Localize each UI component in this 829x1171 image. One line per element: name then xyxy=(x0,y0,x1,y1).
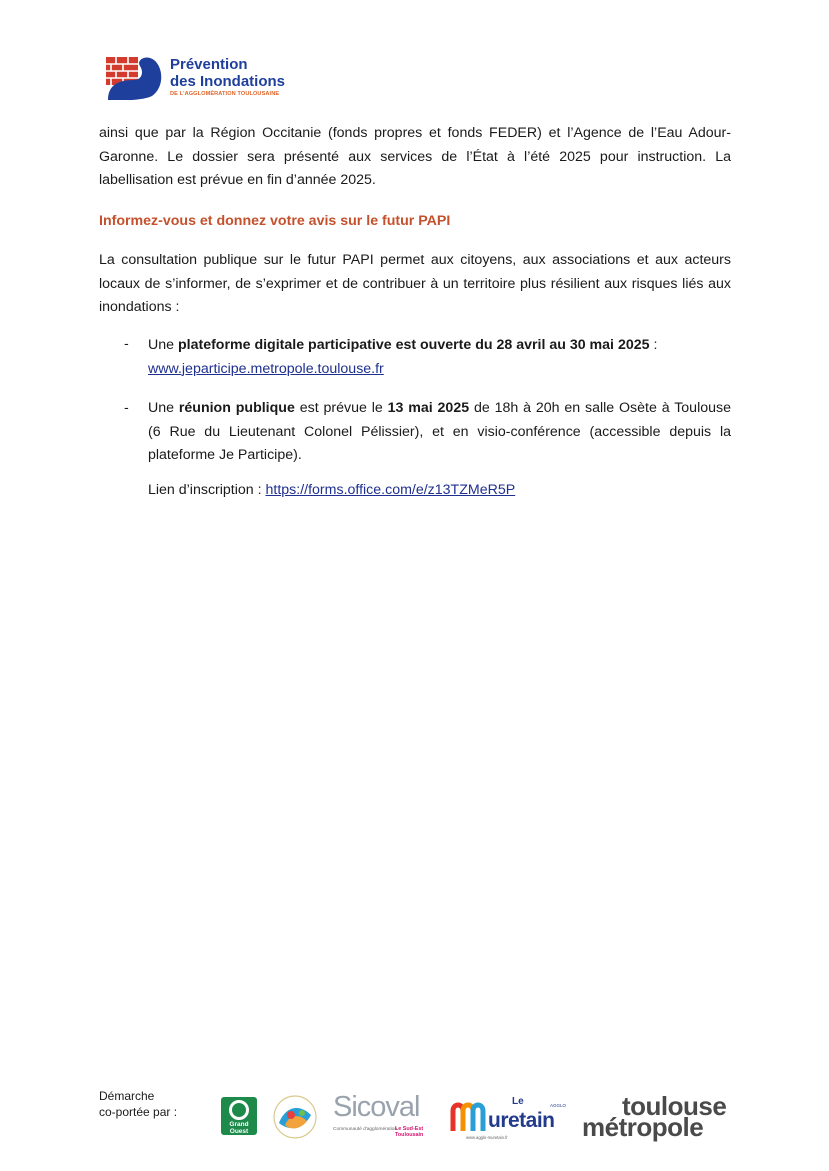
item1-prefix: Une xyxy=(148,337,178,353)
item2-prefix: Une xyxy=(148,400,179,416)
muretain-m-icon xyxy=(450,1101,490,1133)
item2-bold-meeting: réunion publique xyxy=(178,400,295,416)
footer-label-line2: co-portée par : xyxy=(99,1105,178,1119)
prevention-inondations-logo xyxy=(106,54,306,104)
jeparticipe-link[interactable]: www.jeparticipe.metropole.toulouse.fr xyxy=(148,360,384,377)
sicoval-subtitle: Communauté d'agglomération xyxy=(333,1127,398,1132)
logo-title-line1: Prévention xyxy=(170,56,248,73)
list-dash-1: - xyxy=(124,336,129,352)
grand-ouest-logo xyxy=(221,1097,257,1135)
registration-line xyxy=(148,479,731,503)
grand-ouest-text xyxy=(221,1121,257,1135)
communaute-logo-icon xyxy=(269,1093,321,1141)
metropole-word: métropole xyxy=(582,1112,704,1142)
section-paragraph: La consultation publique sur le futur PAPI permet aux citoyens, aux associations et aux acteurs locaux de s’informer, de s’exprimer et de contribuer à un territoire plus résilient aux risques liés aux inondations : xyxy=(99,252,731,315)
grand-ouest-g-icon xyxy=(229,1100,249,1120)
footer-label-line1: Démarche xyxy=(99,1089,155,1103)
muretain-le: Le xyxy=(512,1096,524,1107)
sicoval-tagline-line2: Toulousain xyxy=(395,1132,424,1138)
muretain-name: uretain xyxy=(488,1109,555,1132)
muretain-url: www.agglo-muretain.fr xyxy=(466,1135,508,1140)
list-item-platform xyxy=(148,334,731,381)
toulouse-word: toulouse xyxy=(622,1091,727,1121)
item1-suffix: : xyxy=(649,337,658,353)
footer-label xyxy=(99,1088,177,1120)
item2-suffix: de 18h à 20h en salle Osète à Toulouse (6 Rue du Lieutenant Colonel Pélissier), et en visio-conférence (accessible depuis la plateforme Je Participe). xyxy=(148,400,731,463)
logo-title-line2: des Inondations xyxy=(170,73,286,90)
registration-label: Lien d’inscription : xyxy=(148,482,266,498)
registration-link[interactable]: https://forms.office.com/e/z13TZMeR5P xyxy=(265,482,516,498)
item1-bold: plateforme digitale participative est ouverte du 28 avril au 30 mai 2025 xyxy=(177,337,650,353)
list-dash-2: - xyxy=(124,400,129,416)
logo-title xyxy=(170,56,285,90)
muretain-logo xyxy=(450,1095,567,1140)
item2-bold-date: 13 mai 2025 xyxy=(387,400,470,416)
sicoval-tagline-line1: Le Sud-Est xyxy=(395,1126,424,1132)
sicoval-tagline xyxy=(395,1126,423,1138)
wave-wall-logo-icon xyxy=(106,54,162,100)
grand-ouest-line2: Ouest xyxy=(229,1128,249,1135)
intro-paragraph: ainsi que par la Région Occitanie (fonds propres et fonds FEDER) et l’Agence de l’Eau Adour-Garonne. Le dossier sera présenté aux services de l’État à l’été 2025 pour instruction. La labellisation est prévue en fin d’année 2025. xyxy=(99,125,731,188)
item2-middle: est prévue le xyxy=(294,400,388,416)
toulouse-metropole-logo xyxy=(582,1092,752,1140)
sicoval-name: Sicoval xyxy=(333,1091,420,1123)
section-heading: Informez-vous et donnez votre avis sur le futur PAPI xyxy=(99,213,451,229)
grand-ouest-line1: Grand xyxy=(229,1121,249,1128)
logo-subtitle: DE L'AGGLOMÉRATION TOULOUSAINE xyxy=(170,91,280,97)
sicoval-logo xyxy=(333,1091,433,1138)
muretain-agglo: AGGLO xyxy=(550,1103,567,1108)
list-item-meeting xyxy=(148,397,731,468)
